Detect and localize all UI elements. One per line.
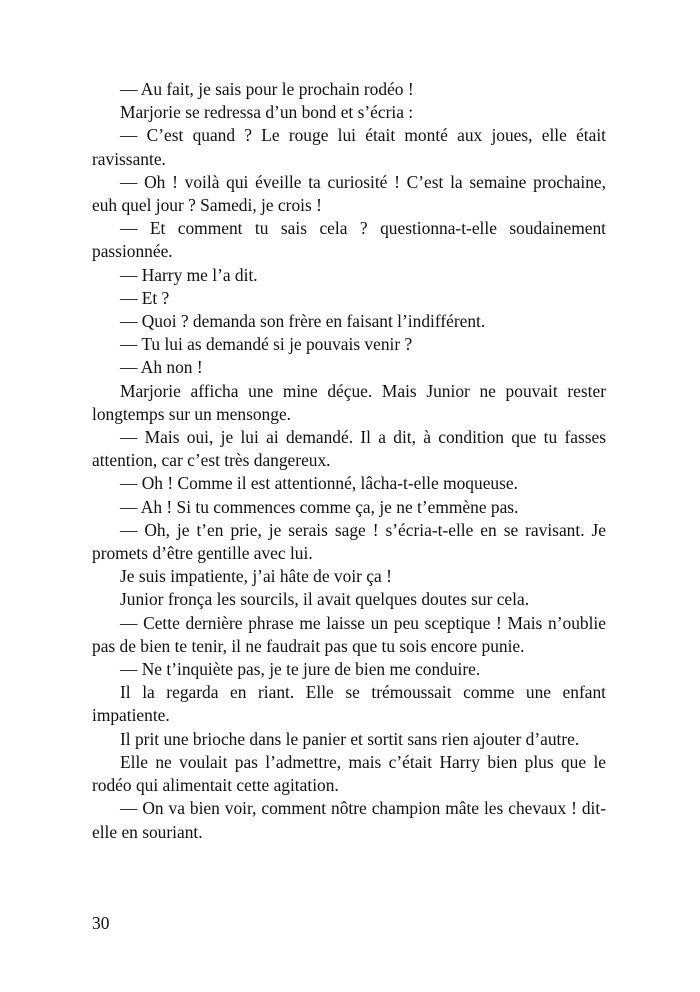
paragraph: — Tu lui as demandé si je pouvais venir ? [120,334,413,355]
paragraph: — On va bien voir, comment nôtre champion mâte les chevaux ! dit-elle en souriant. [92,798,606,842]
paragraph: Il prit une brioche dans le panier et sortit sans rien ajouter d’autre. [120,728,580,749]
paragraph: — Oh ! voilà qui éveille ta curiosité ! C’est la semaine prochaine, euh quel jour ? Samedi, je crois ! [92,171,606,216]
paragraph: — Au fait, je sais pour le prochain rodéo ! [120,79,414,99]
paragraph: Marjorie se redressa d’un bond et s’écria : [120,102,414,123]
body-text [92,78,606,844]
paragraph: Marjorie afficha une mine déçue. Mais Junior ne pouvait rester longtemps sur un mensonge. [92,380,606,424]
paragraph: — Mais oui, je lui ai demandé. Il a dit, à condition que tu fasses attention, car c’est très dangereux. [92,427,606,471]
paragraph: — Oh ! Comme il est attentionné, lâcha-t-elle moqueuse. [120,473,518,494]
paragraph: — Quoi ? demanda son frère en faisant l’indifférent. [120,311,486,332]
paragraph: — Ah non ! [120,357,203,378]
paragraph: — Ne t’inquiète pas, je te jure de bien me conduire. [120,659,481,680]
paragraph: — Cette dernière phrase me laisse un peu sceptique ! Mais n’oublie pas de bien te tenir, il ne faudrait pas que tu sois encore punie. [92,612,606,656]
paragraph: Junior fronça les sourcils, il avait quelques doutes sur cela. [120,589,530,610]
paragraph: — C’est quand ? Le rouge lui était monté aux joues, elle était ravissante. [92,125,606,169]
paragraph: — Oh, je t’en prie, je serais sage ! s’écria-t-elle en se ravisant. Je promets d’être gentille avec lui. [92,519,606,564]
paragraph: — Harry me l’a dit. [120,264,258,285]
paragraph: — Ah ! Si tu commences comme ça, je ne t’emmène pas. [120,496,519,517]
paragraph: Il la regarda en riant. Elle se trémoussait comme une enfant impatiente. [92,682,606,726]
paragraph: — Et comment tu sais cela ? questionna-t-elle soudainement passionnée. [92,218,606,262]
paragraph: — Et ? [120,287,170,308]
paragraph: Je suis impatiente, j’ai hâte de voir ça ! [120,566,392,587]
page-number: 30 [92,913,110,933]
paragraph: Elle ne voulait pas l’admettre, mais c’était Harry bien plus que le rodéo qui alimentait cette agitation. [92,751,606,796]
